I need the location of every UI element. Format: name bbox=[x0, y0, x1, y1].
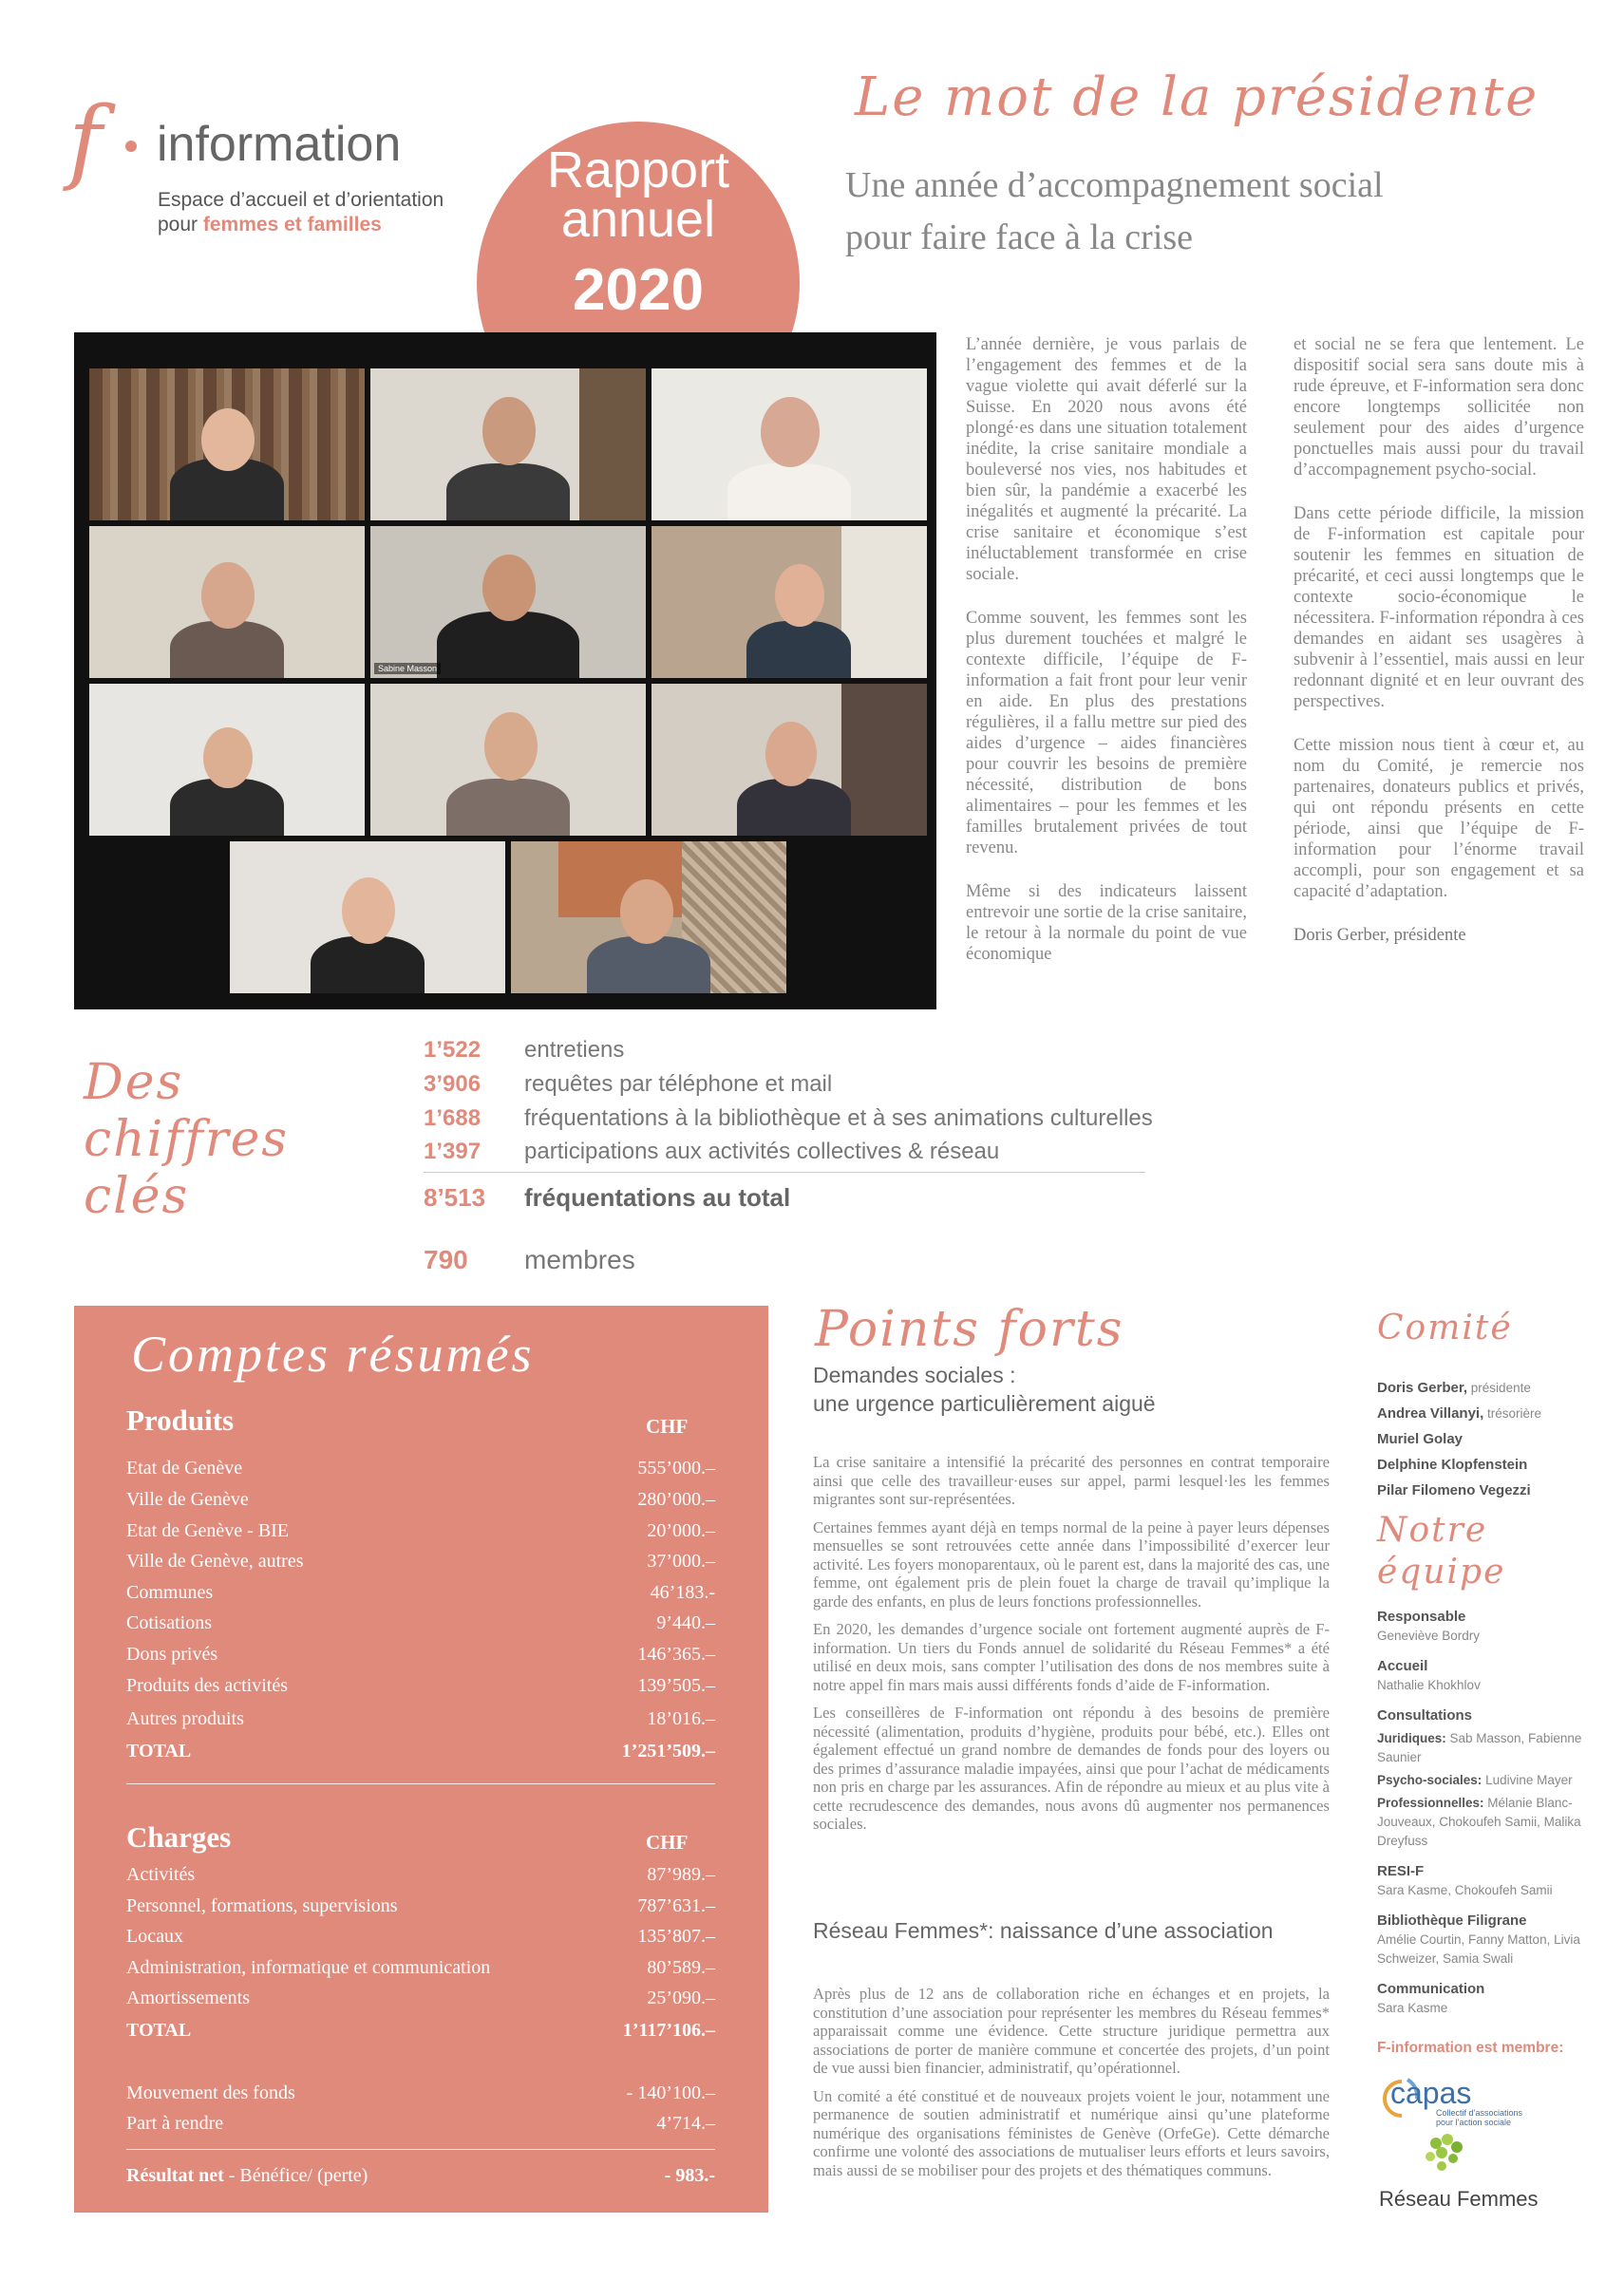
team-role-heading: Accueil bbox=[1377, 1658, 1428, 1674]
participant-tile bbox=[370, 526, 646, 678]
logo-letter: f bbox=[68, 87, 103, 194]
team-title bbox=[1377, 1510, 1505, 1593]
tagline-line2: pour femmes et familles bbox=[158, 214, 382, 236]
team-member: Sara Kasme, Chokoufeh Samii bbox=[1377, 1883, 1553, 1897]
capas-logo-text: capas bbox=[1390, 2076, 1472, 2110]
highlights-paragraph: En 2020, les demandes d’urgence sociale ont fortement augmenté auprès de F-information. Un tiers du Fonds annuel de solidarité du Réseau Femmes* a été utilisé en deux mois, sans compter l’utilisation des dons de nos membres suite à notre appel fin mars mais aussi différents fonds d’aide de F-information. bbox=[813, 1620, 1330, 1694]
charges-row: Locaux 135’807.– bbox=[126, 1926, 715, 1947]
charges-heading: Charges bbox=[126, 1820, 232, 1854]
team-list bbox=[1377, 1608, 1605, 2018]
team-member: Sara Kasme bbox=[1377, 2001, 1448, 2015]
charges-currency: CHF bbox=[646, 1831, 689, 1854]
income-total-row: TOTAL 1’251’509.– bbox=[126, 1741, 715, 1762]
letter-paragraph: et social ne se fera que lentement. Le dispositif social sera sans doute mis à rude épreuve, et F-information sera donc encore longtemps sollicitée non seulement pour des aides d’urgence ponctuelles mais aussi pour du travail d’accompagnement psycho-social. bbox=[1294, 335, 1584, 480]
highlights-paragraph: Un comité a été constitué et de nouveaux projets voient le jour, notamment une permanence de soutien administratif et numérique ainsi qu’une plateforme numérique des organisations féministes de Genève (OrfeGe). Cette démarche confirme une volonté des associations de mutualiser leurs efforts et leurs savoirs, mais aussi de se mobiliser pour des projets et des thématiques communs. bbox=[813, 2086, 1330, 2179]
key-figures-title-line3: clés bbox=[84, 1168, 190, 1225]
membership-heading: F-information est membre: bbox=[1377, 2040, 1564, 2056]
tagline-emphasis: femmes et familles bbox=[202, 214, 382, 236]
highlights-subheading-2: Réseau Femmes*: naissance d’une association bbox=[813, 1918, 1274, 1943]
highlights-subtitle-line1: Demandes sociales : bbox=[813, 1363, 1016, 1387]
net-result-row: Résultat net - Bénéfice/ (perte) - 983.- bbox=[126, 2165, 715, 2186]
key-figures-title-line1: Des bbox=[84, 1054, 184, 1111]
refund-row: Part à rendre 4’714.– bbox=[126, 2113, 715, 2134]
key-figures-title-line2: chiffres bbox=[84, 1111, 290, 1168]
letter-column-1 bbox=[966, 334, 1247, 988]
team-title-line1: Notre bbox=[1377, 1511, 1488, 1550]
participant-name-caption: Sabine Masson bbox=[374, 663, 441, 674]
committee-member: Pilar Filomeno Vegezzi bbox=[1377, 1482, 1531, 1498]
funds-movement-row: Mouvement des fonds - 140’100.– bbox=[126, 2082, 715, 2103]
team-role-heading: Bibliothèque Filigrane bbox=[1377, 1913, 1527, 1929]
key-figure-members: 790 membres bbox=[424, 1245, 635, 1274]
income-row: Produits des activités 139’505.– bbox=[126, 1675, 715, 1696]
accounts-title: Comptes résumés bbox=[131, 1326, 535, 1383]
accounts-divider bbox=[126, 2149, 715, 2150]
letter-paragraph: L’année dernière, je vous parlais de l’engagement des femmes et de la vague violette qui avait déferlé sur la Suisse. En 2020 nous avons été plongé·es dans une situation totalement inédite, la crise sanitaire mondiale a bouleversé nos vies, nos habitudes et bien sûr, la pandémie a exacerbé les inégalités et augmenté la précarité. La crise sanitaire et économique s’est inéluctablement transformée en crise sociale. bbox=[966, 335, 1247, 584]
key-figures-title bbox=[84, 1054, 289, 1225]
tagline-line1: Espace d’accueil et d’orientation bbox=[158, 189, 444, 211]
letter-paragraph: Cette mission nous tient à cœur et, au nom du Comité, je remercie nos partenaires, donateurs publics et privés, qui ont répondu présents en cette période, ainsi que l’équipe de F-information pour l’énorme travail accompli, pour son engagement et sa capacité d’adaptation. bbox=[1294, 736, 1584, 901]
participant-tile bbox=[89, 368, 365, 520]
highlights-body bbox=[813, 1453, 1330, 1843]
income-row: Cotisations 9’440.– bbox=[126, 1612, 715, 1633]
report-year: 2020 bbox=[573, 257, 704, 323]
participant-tile bbox=[370, 684, 646, 836]
income-row: Etat de Genève - BIE 20’000.– bbox=[126, 1520, 715, 1541]
logo-dot bbox=[125, 141, 137, 152]
letter-paragraph: Même si des indicateurs laissent entrevoir une sortie de la crise sanitaire, le retour à la normale du point de vue économique bbox=[966, 882, 1247, 964]
president-subtitle-line2: pour faire face à la crise bbox=[845, 217, 1194, 258]
reseau-femmes-logo-mark bbox=[1417, 2132, 1474, 2179]
reseau-femmes-logo bbox=[1379, 2132, 1550, 2217]
logo-word: information bbox=[157, 117, 402, 172]
highlights-paragraph: Les conseillères de F-information ont répondu à des besoins de première nécessité (alimentation, produits d’hygiène, produits pour bébé, etc.). Elles ont également effectué un grand nombre de demandes de fonds pour des loyers ou des primes d’assurance maladie impayées, ainsi que pour l’achat de médicaments non pris en charge par les assurances. Afin de répondre au mieux et au plus vite à cette recrudescence des demandes, nous avons dû augmenter nos permanences sociales. bbox=[813, 1704, 1330, 1833]
logo-tagline bbox=[158, 188, 444, 238]
participant-tile bbox=[230, 841, 505, 993]
team-member: Nathalie Khokhlov bbox=[1377, 1678, 1481, 1692]
participant-tile bbox=[651, 684, 927, 836]
key-figure-total: 8’513 fréquentations au total bbox=[424, 1183, 791, 1212]
committee-member: Andrea Villanyi, trésorière bbox=[1377, 1405, 1542, 1422]
letter-signature: Doris Gerber, présidente bbox=[1294, 926, 1466, 945]
income-heading: Produits bbox=[126, 1404, 235, 1437]
income-currency: CHF bbox=[646, 1415, 689, 1438]
letter-paragraph: Comme souvent, les femmes sont les plus durement touchées et malgré le contexte difficile, l’équipe de F-information a fait front pour leur venir en aide. En plus des prestations régulières, il a fallu mettre sur pied des aides d’urgence – aides financières pour couvrir les besoins de première nécessité, distribution de bons alimentaires – pour les femmes et les familles brutalement privées de tout revenu. bbox=[966, 609, 1247, 857]
video-call-photo bbox=[74, 332, 936, 1009]
letter-paragraph: Dans cette période difficile, la mission de F-information est capitale pour soutenir les femmes en situation de précarité, et ceci aussi longtemps que le contexte socio-économique le nécessitera. F-information répondra à ces demandes en aidant ses usagères à subvenir à l’essentiel, mais aussi en leur redonnant dignité et en leur ouvrant des perspectives. bbox=[1294, 504, 1584, 711]
president-subtitle bbox=[845, 160, 1567, 264]
team-member: Geneviève Bordry bbox=[1377, 1629, 1481, 1643]
highlights-title: Points forts bbox=[815, 1301, 1124, 1358]
charges-row: Personnel, formations, supervisions 787’631.– bbox=[126, 1895, 715, 1916]
key-figure-row: 3’906 requêtes par téléphone et mail bbox=[424, 1071, 833, 1097]
accounts-divider bbox=[126, 1783, 715, 1784]
team-member: Professionnelles: Mélanie Blanc-Jouveaux, Chokoufeh Samii, Malika Dreyfuss bbox=[1377, 1796, 1581, 1848]
capas-logo bbox=[1379, 2070, 1607, 2127]
charges-row: Amortissements 25’090.– bbox=[126, 1988, 715, 2008]
accounts-summary bbox=[74, 1306, 768, 2213]
highlights-subtitle bbox=[813, 1361, 1156, 1418]
charges-total-row: TOTAL 1’117’106.– bbox=[126, 2020, 715, 2041]
participant-tile bbox=[651, 368, 927, 520]
charges-row: Administration, informatique et communication 80’589.– bbox=[126, 1957, 715, 1978]
income-row: Etat de Genève 555’000.– bbox=[126, 1458, 715, 1479]
key-figure-row: 1’397 participations aux activités collectives & réseau bbox=[424, 1139, 1000, 1164]
participant-tile bbox=[89, 526, 365, 678]
highlights-paragraph: La crise sanitaire a intensifié la précarité des personnes en contrat temporaire ainsi que celle des travailleur·euses sur appel, parmi lesquel·les les femmes migrantes sont sur-représentées. bbox=[813, 1453, 1330, 1508]
reseau-femmes-logo-text: Réseau Femmes bbox=[1379, 2187, 1539, 2211]
income-row: Dons privés 146’365.– bbox=[126, 1644, 715, 1665]
highlights-paragraph: Après plus de 12 ans de collaboration riche en échanges et en projets, la constitution d’une association pour représenter les membres du Réseau femmes* apparaissait comme une évidence. Cette structure juridique permettra aux associations de porter de manière commune et concertée des projets, d’un point de vue aussi bien financier, administratif, qu’opérationnel. bbox=[813, 1985, 1330, 2077]
committee-title: Comité bbox=[1377, 1309, 1513, 1347]
participant-tile bbox=[370, 368, 646, 520]
income-row: Ville de Genève 280’000.– bbox=[126, 1489, 715, 1510]
capas-logo-subtext: Collectif d’associations pour l’action sociale bbox=[1436, 2108, 1523, 2127]
president-subtitle-line1: Une année d’accompagnement social bbox=[845, 165, 1384, 205]
report-line1: Rapport bbox=[546, 141, 730, 198]
income-row: Ville de Genève, autres 37’000.– bbox=[126, 1551, 715, 1572]
team-title-line2: équipe bbox=[1377, 1553, 1506, 1592]
key-figures-divider bbox=[424, 1172, 1145, 1173]
committee-member: Muriel Golay bbox=[1377, 1431, 1463, 1447]
team-member: Juridiques: Sab Masson, Fabienne Saunier bbox=[1377, 1731, 1582, 1764]
team-member: Amélie Courtin, Fanny Matton, Livia Schweizer, Samia Swali bbox=[1377, 1932, 1580, 1966]
committee-list bbox=[1377, 1375, 1605, 1503]
income-row: Autres produits 18’016.– bbox=[126, 1708, 715, 1729]
highlights-subtitle-line2: une urgence particulièrement aiguë bbox=[813, 1391, 1156, 1416]
team-member: Psycho-sociales: Ludivine Mayer bbox=[1377, 1773, 1573, 1787]
key-figure-row: 1’688 fréquentations à la bibliothèque et à ses animations culturelles bbox=[424, 1105, 1153, 1131]
income-row: Communes 46’183.- bbox=[126, 1582, 715, 1603]
team-role-heading: Communication bbox=[1377, 1981, 1485, 1997]
report-line2: annuel bbox=[560, 191, 716, 248]
team-role-heading: RESI-F bbox=[1377, 1863, 1425, 1879]
highlights-paragraph: Certaines femmes ayant déjà en temps normal de la peine à payer leurs dépenses mensuelles se sont retrouvées cette année dans l’impossibilité d’exercer leur activité. Les foyers monoparentaux, où le parent est, dans la majorité des cas, une femme, ont également pris de plein fouet la charge de travail qu’implique la garde des enfants, en plus de leurs fonctions professionnelles. bbox=[813, 1517, 1330, 1611]
key-figure-row: 1’522 entretiens bbox=[424, 1037, 625, 1063]
participant-tile bbox=[511, 841, 786, 993]
team-role-heading: Responsable bbox=[1377, 1609, 1466, 1625]
letter-column-2 bbox=[1294, 334, 1584, 969]
president-heading: Le mot de la présidente bbox=[855, 66, 1539, 128]
highlights-body-2 bbox=[813, 1985, 1330, 2189]
charges-row: Activités 87’989.– bbox=[126, 1864, 715, 1885]
participant-tile bbox=[651, 526, 927, 678]
participant-tile bbox=[89, 684, 365, 836]
committee-member: Doris Gerber, présidente bbox=[1377, 1380, 1531, 1396]
committee-member: Delphine Klopfenstein bbox=[1377, 1457, 1528, 1473]
team-role-heading: Consultations bbox=[1377, 1707, 1472, 1724]
